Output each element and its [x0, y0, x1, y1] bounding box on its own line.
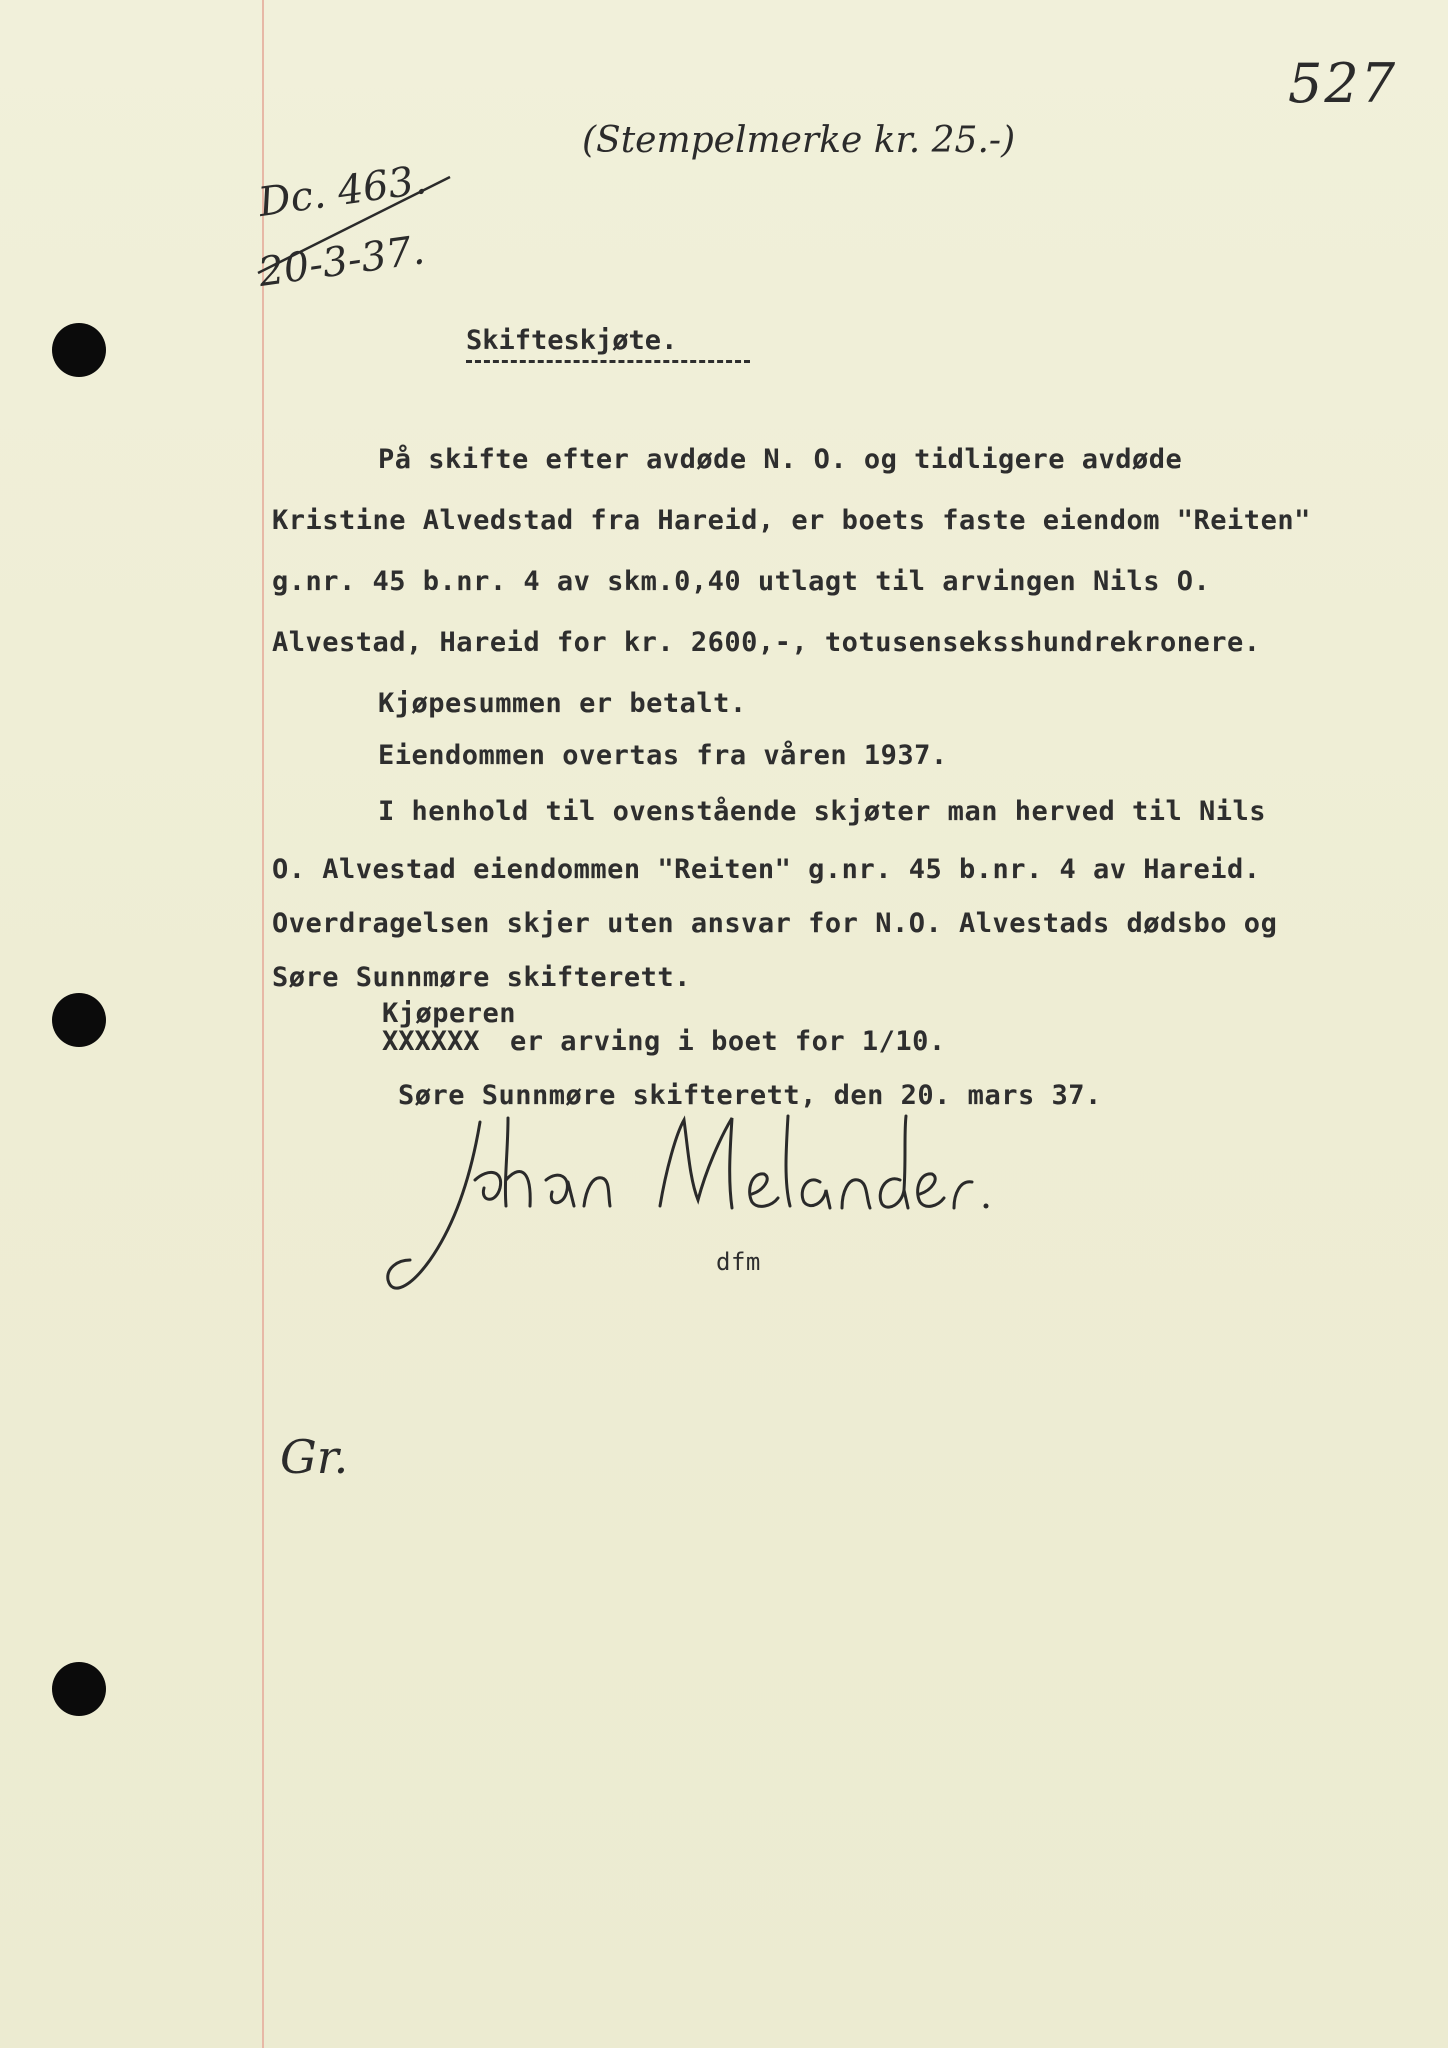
page-number: 527 [1288, 52, 1398, 115]
title-underline [466, 360, 750, 363]
body-line-2: Kristine Alvedstad fra Hareid, er boets faste eiendom "Reiten" [272, 505, 1311, 536]
struck-word: XXXXXX [382, 1026, 480, 1057]
punch-hole-middle [52, 993, 106, 1047]
body-line-7: I henhold til ovenstående skjøter man herved til Nils [378, 796, 1267, 827]
clerk-initials: dfm [716, 1248, 761, 1276]
punch-hole-bottom [52, 1662, 106, 1716]
margin-ref-date: 20-3-37. [255, 227, 428, 296]
signature [380, 1110, 1020, 1310]
insertion-word: Kjøperen [382, 998, 517, 1029]
document-title: Skifteskjøte. [466, 325, 678, 356]
body-line-10: Søre Sunnmøre skifterett. [272, 962, 691, 993]
body-line-5: Kjøpesummen er betalt. [378, 688, 747, 719]
punch-hole-top [52, 323, 106, 377]
arving-line: er arving i boet for 1/10. [510, 1026, 946, 1057]
body-line-9: Overdragelsen skjer uten ansvar for N.O. Alvestads dødsbo og [272, 908, 1278, 939]
body-line-6: Eiendommen overtas fra våren 1937. [378, 740, 948, 771]
margin-rule [262, 0, 264, 2048]
place-date: Søre Sunnmøre skifterett, den 20. mars 37. [398, 1080, 1102, 1111]
body-line-1: På skifte efter avdøde N. O. og tidligere avdøde [378, 444, 1183, 475]
margin-mark: Gr. [280, 1430, 349, 1484]
margin-ref-number: Dc. 463. [255, 156, 430, 226]
body-line-3: g.nr. 45 b.nr. 4 av skm.0,40 utlagt til arvingen Nils O. [272, 566, 1211, 597]
stamp-note: (Stempelmerke kr. 25.-) [582, 120, 1016, 161]
body-line-4: Alvestad, Hareid for kr. 2600,-, totusenseksshundrekronere. [272, 627, 1261, 658]
body-line-8: O. Alvestad eiendommen "Reiten" g.nr. 45 b.nr. 4 av Hareid. [272, 854, 1261, 885]
